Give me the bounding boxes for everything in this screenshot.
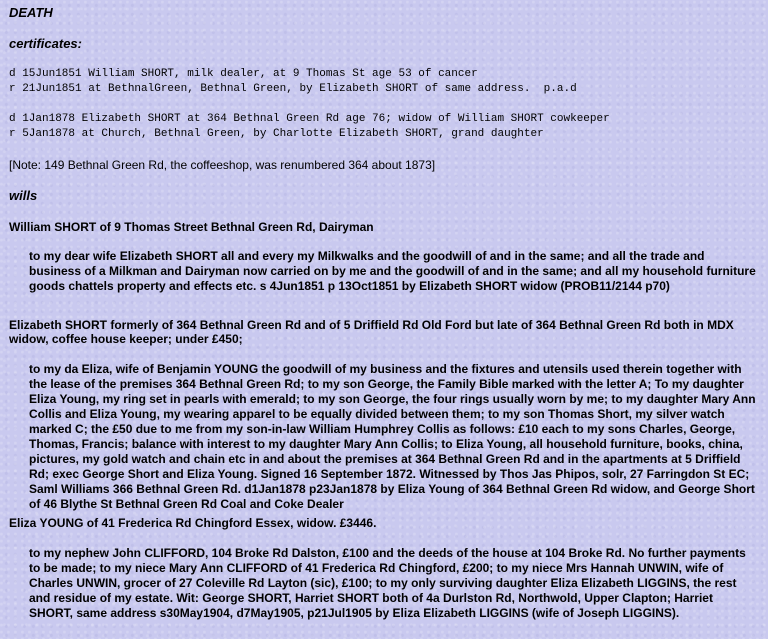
- wills-heading: wills: [9, 188, 38, 203]
- renumbering-note: [Note: 149 Bethnal Green Rd, the coffeeshop, was renumbered 364 about 1873]: [9, 158, 436, 172]
- certificates-heading: certificates:: [9, 36, 82, 51]
- will-title: William SHORT of 9 Thomas Street Bethnal Green Rd, Dairyman: [9, 220, 374, 234]
- will-body: to my dear wife Elizabeth SHORT all and every my Milkwalks and the goodwill of and in the same; and all the trade and business of a Milkman and Dairyman now carried on by me and the goodwill of and in the same; and all my household furniture goods chattels property and effects etc. s 4Jun1851 p 13Oct1851 by Elizabeth SHORT widow (PROB11/2144 p70): [29, 249, 756, 293]
- certificate-line: r 21Jun1851 at BethnalGreen, Bethnal Green, by Elizabeth SHORT of same address. p.a.d: [9, 83, 577, 95]
- will-title: Elizabeth SHORT formerly of 364 Bethnal Green Rd and of 5 Driffield Rd Old Ford but late of 364 Bethnal Green Rd both in MDX widow, coffee house keeper; under £450;: [9, 318, 734, 346]
- will-body: to my da Eliza, wife of Benjamin YOUNG the goodwill of my business and the fixtures and utensils used therein together with the lease of the premises 364 Bethnal Green Rd; to my son George, the Family Bible marked with the letter A; To my daughter Eliza Young, my ring set in pearls with emerald; to my son George, the four rings usually worn by me; to my daughter Mary Ann Collis and Eliza Young, my wearing apparel to be equally divided between them; to my son Thomas Short, my silver watch marked C; the £50 due to me from my son-in-law William Humphrey Collis as follows: £10 each to my sons Charles, George, Thomas, Francis; balance with interest to my daughter Mary Ann Collis; to Eliza Young, all household furniture, books, china, pictures, my gold watch and chain etc in and about the premises at 364 Bethnal Green Rd and in the apartments at 5 Driffield Rd; exec George Short and Eliza Young. Signed 16 September 1872. Witnessed by Thos Jas Phipos, solr, 27 Farringdon St EC; Saml Williams 366 Bethnal Green Rd. d1Jan1878 p23Jan1878 by Eliza Young of 364 Bethnal Green Rd widow, and George Short of 46 Blythe St Bethnal Green Rd Coal and Coke Dealer: [29, 362, 756, 511]
- will-title: Eliza YOUNG of 41 Frederica Rd Chingford Essex, widow. £3446.: [9, 516, 377, 530]
- certificate-line: d 15Jun1851 William SHORT, milk dealer, at 9 Thomas St age 53 of cancer: [9, 68, 478, 80]
- certificate-line: r 5Jan1878 at Church, Bethnal Green, by Charlotte Elizabeth SHORT, grand daughter: [9, 128, 544, 140]
- death-heading: DEATH: [9, 5, 53, 20]
- certificate-line: d 1Jan1878 Elizabeth SHORT at 364 Bethnal Green Rd age 76; widow of William SHORT cowkeeper: [9, 113, 610, 125]
- will-body: to my nephew John CLIFFORD, 104 Broke Rd Dalston, £100 and the deeds of the house at 104 Broke Rd. No further payments to be made; to my niece Mary Ann CLIFFORD of 41 Frederica Rd Chingford, £200; to my niece Mrs Hannah UNWIN, wife of Charles UNWIN, grocer of 27 Coleville Rd Layton (sic), £100; to my only surviving daughter Eliza Elizabeth LIGGINS, the rest and residue of my estate. Wit: George SHORT, Harriet SHORT both of 4a Durlston Rd, Northwold, Upper Clapton; Harriet SHORT, same address s30May1904, d7May1905, p21Jul1905 by Eliza Elizabeth LIGGINS (wife of Joseph LIGGINS).: [29, 546, 746, 620]
